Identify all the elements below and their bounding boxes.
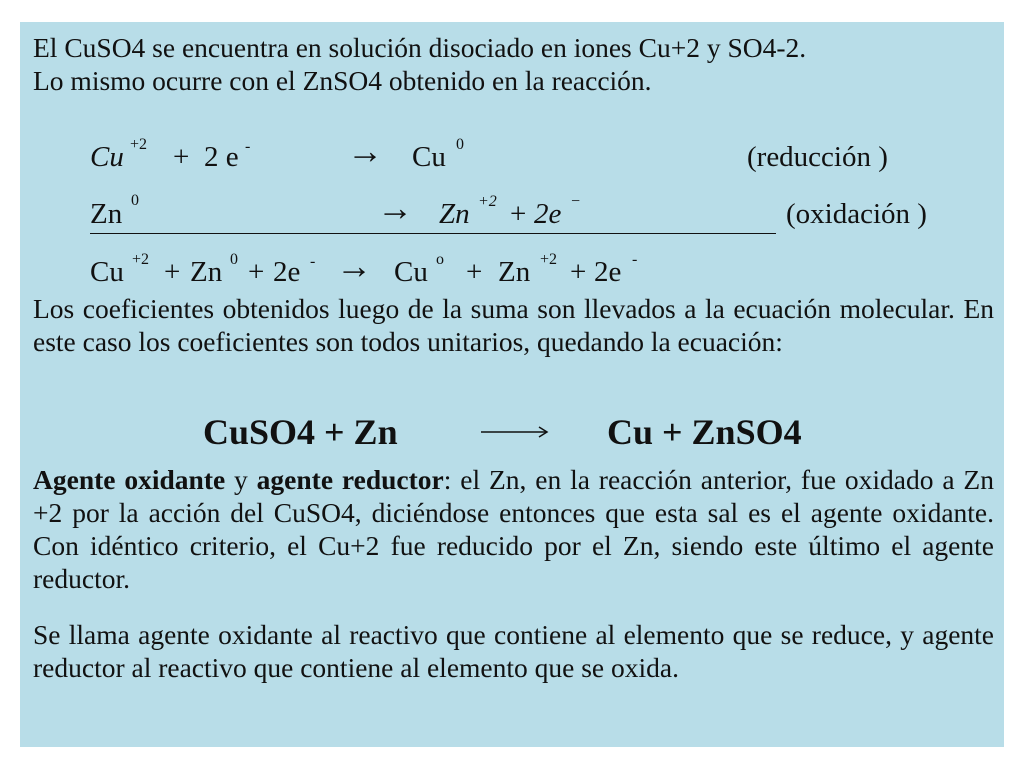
red-cu-charge: +2 (130, 136, 148, 153)
red-cu-product-charge: 0 (456, 136, 464, 153)
sum-plus-2: + (248, 256, 265, 288)
red-label: (reducción ) (747, 141, 888, 173)
molecular-reactants: CuSO4 + Zn (203, 412, 398, 452)
agente-reductor-term: agente reductor (256, 464, 444, 495)
ox-arrow: → (377, 188, 413, 228)
sum-zn-charge: 0 (230, 251, 238, 268)
ox-zn: Zn (90, 198, 123, 230)
sum-zn-product-charge: +2 (540, 251, 558, 268)
ox-zn-charge: 0 (131, 192, 139, 209)
molecular-products: Cu + ZnSO4 (607, 412, 802, 452)
slide-panel (20, 22, 1004, 747)
molecular-arrow-icon (479, 420, 551, 444)
sum-e-product-charge: - (632, 251, 638, 268)
sum-cu-product: Cu (394, 256, 428, 288)
sum-plus-3: + (466, 256, 483, 288)
agents-paragraph (33, 463, 994, 595)
sum-arrow: → (336, 246, 372, 286)
sum-divider-line (90, 233, 776, 234)
intro-paragraph (33, 31, 994, 97)
sum-plus-1: + (164, 256, 181, 288)
ox-zn-product-charge: +2 (478, 193, 497, 210)
ox-plus: + (510, 198, 527, 230)
sum-cu-charge: +2 (132, 251, 150, 268)
ox-e-charge: − (570, 193, 581, 210)
sum-plus-4: + (570, 256, 587, 288)
intro-line-2: Lo mismo ocurre con el ZnSO4 obtenido en la reacción. (33, 65, 652, 96)
sum-e-charge: - (310, 253, 316, 270)
sum-cu: Cu (90, 256, 124, 288)
sum-zn-product: Zn (498, 256, 531, 288)
sum-two-e: 2e (273, 256, 301, 288)
definition-paragraph: Se llama agente oxidante al reactivo que contiene al elemento que se reduce, y agente reductor al reactivo que contiene al elemento que se oxida. (33, 619, 994, 683)
red-arrow: → (347, 131, 383, 171)
agents-text-2: : el Zn, en la reacción anterior, fue oxidado a Zn +2 por la acción del CuSO4, diciéndose entonces que esta sal es el agente oxidante. Con idéntico criterio, el Cu+2 fue reducido por el Zn, siendo este último el agente reductor. (33, 464, 994, 594)
sum-two-e-product: 2e (594, 256, 622, 288)
red-e-charge: - (245, 138, 251, 155)
intro-line-1: El CuSO4 se encuentra en solución disociado en iones Cu+2 y SO4-2. (33, 32, 807, 63)
ox-two-e: 2e (534, 198, 562, 230)
sum-zn: Zn (190, 256, 223, 288)
agents-text-1: y (225, 464, 257, 495)
ox-label: (oxidación ) (786, 198, 927, 230)
sum-cu-product-charge: o (436, 251, 444, 268)
agente-oxidante-term: Agente oxidante (33, 464, 226, 495)
red-plus: + (173, 141, 190, 173)
red-cu: Cu (90, 141, 124, 173)
ox-zn-product: Zn (439, 198, 470, 230)
red-cu-product: Cu (412, 141, 446, 173)
red-two-e: 2 e (204, 141, 239, 173)
coefficients-paragraph: Los coeficientes obtenidos luego de la suma son llevados a la ecuación molecular. En este caso los coeficientes son todos unitarios, quedando la ecuación: (33, 293, 994, 357)
